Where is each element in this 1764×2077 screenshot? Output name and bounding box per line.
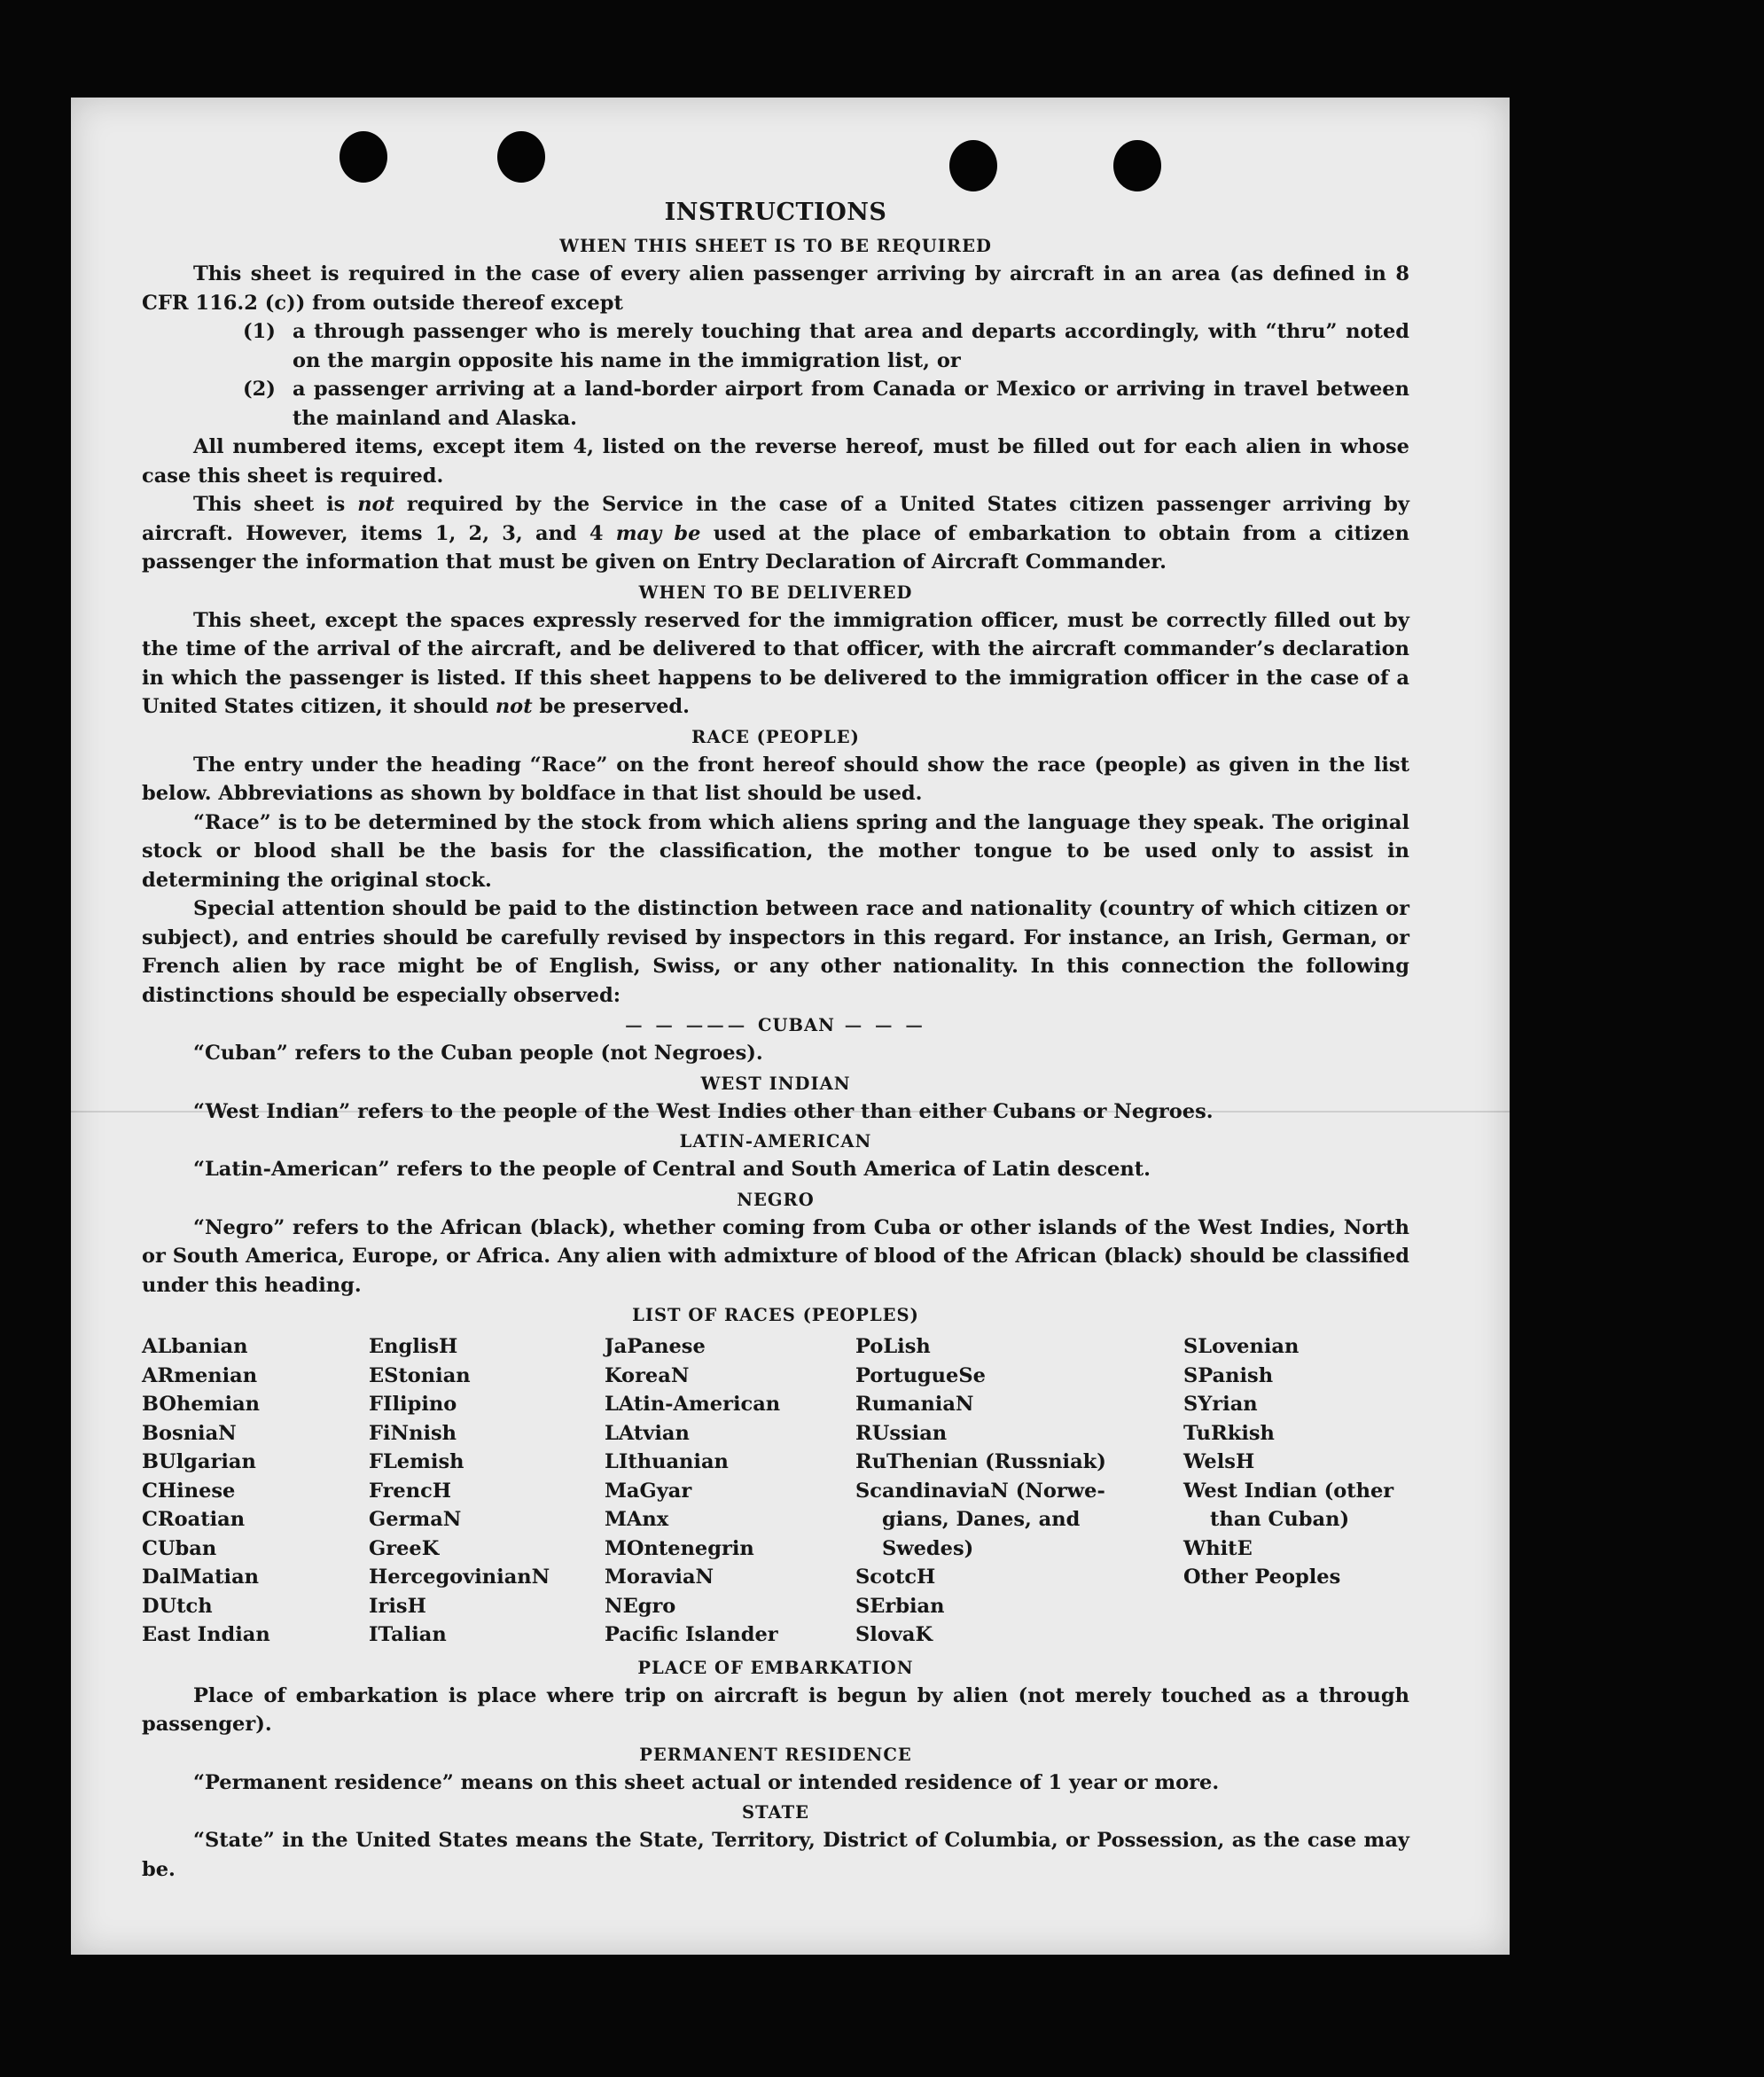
- race-item: East Indian: [142, 1623, 270, 1646]
- cuban-text: “Cuban” refers to the Cuban people (not Negroes).: [193, 1042, 763, 1065]
- race-item: WelsH: [1183, 1450, 1255, 1473]
- race-item: LAtin-American: [605, 1393, 781, 1416]
- race-item: BUlgarian: [142, 1450, 256, 1473]
- text-run: This sheet is: [193, 493, 358, 516]
- required-intro: This sheet is required in the case of every alien passenger arriving by aircraft in an area (as defined in 8 CFR 116.2 (c)) from outside thereof except: [142, 262, 1409, 315]
- race-item-line: gians, Danes, and: [882, 1508, 1081, 1531]
- item-text: a through passenger who is merely touching that area and departs accordingly, with “thru” noted on the margin opposite his name in the immigration list, or: [293, 320, 1409, 372]
- race-item: ScotcH: [855, 1566, 936, 1589]
- race-para-1: The entry under the heading “Race” on the front hereof should show the race (people) as given in the list below. Abbreviations as shown by boldface in that list should be used.: [142, 753, 1409, 805]
- race-item: MOntenegrin: [605, 1536, 754, 1560]
- page-title: INSTRUCTIONS: [664, 199, 887, 226]
- text-run: This sheet, except the spaces expressly reserved for the immigration officer, must be correctly filled out by the time of the arrival of the aircraft, and be delivered to that officer, with the aircraft commander’s declaration in which the passenger is listed. If this sheet happens to be delivered to the immigration officer in the case of a United States citizen, it should: [142, 608, 1409, 718]
- race-item: FrencH: [369, 1479, 452, 1503]
- races-column-2: [369, 1332, 605, 1650]
- race-para-2: “Race” is to be determined by the stock from which aliens spring and the language they speak. The original stock or blood shall be the basis for the classification, the mother tongue to be used only to assist in determining the original stock.: [142, 810, 1409, 892]
- heading-negro: NEGRO: [737, 1189, 815, 1210]
- west-indian-text: “West Indian” refers to the people of the West Indies other than either Cubans or Negroes.: [193, 1099, 1214, 1123]
- exception-item-2: [243, 375, 1409, 433]
- heading-list-of-races: LIST OF RACES (PEOPLES): [632, 1305, 919, 1325]
- heading-permanent-residence: PERMANENT RESIDENCE: [639, 1744, 912, 1765]
- races-table: [142, 1332, 1409, 1650]
- race-item: SlovaK: [855, 1623, 933, 1646]
- race-item: MoraviaN: [605, 1566, 714, 1589]
- latin-american-text: “Latin-American” refers to the people of Central and South America of Latin descent.: [193, 1158, 1151, 1181]
- race-item: RuThenian (Russniak): [855, 1450, 1106, 1473]
- emphasis-not: not: [495, 695, 533, 718]
- embarkation-text: Place of embarkation is place where trip on aircraft is begun by alien (not merely touched as a through passenger).: [142, 1683, 1409, 1736]
- race-para-3: Special attention should be paid to the distinction between race and nationality (country of which citizen or subject), and entries should be carefully revised by inspectors in this regard. For instance, an Irish, German, or French alien by race might be of English, Swiss, or any other nationality. In this connection the following distinctions should be especially observed:: [142, 897, 1409, 1007]
- heading-text: CUBAN: [758, 1015, 835, 1035]
- race-item: DalMatian: [142, 1566, 260, 1589]
- exception-item-1: [243, 317, 1409, 375]
- item-number: (1): [243, 320, 276, 343]
- decorative-dashes: — — —: [834, 1015, 926, 1035]
- race-item: PoLish: [855, 1335, 931, 1358]
- item-text: a passenger arriving at a land-border airport from Canada or Mexico or arriving in travel between the mainland and Alaska.: [293, 378, 1409, 430]
- delivered-para: [142, 606, 1409, 722]
- race-item: GreeK: [369, 1536, 440, 1560]
- race-item: NEgro: [605, 1594, 676, 1618]
- race-item: Other Peoples: [1183, 1566, 1341, 1589]
- race-item: ITalian: [369, 1623, 447, 1646]
- race-item: BosniaN: [142, 1421, 237, 1445]
- race-item: TuRkish: [1183, 1421, 1275, 1445]
- race-item: CRoatian: [142, 1508, 246, 1531]
- document-page: [71, 98, 1510, 1955]
- punch-hole-4: [1113, 140, 1161, 191]
- heading-when-required: WHEN THIS SHEET IS TO BE REQUIRED: [559, 236, 992, 256]
- text-run: required by the Service in the case of a United States citizen passenger arriving by aircraft. However, items 1, 2, 3, and 4: [142, 493, 1409, 545]
- race-item: RUssian: [855, 1421, 948, 1445]
- heading-embarkation: PLACE OF EMBARKATION: [637, 1657, 914, 1678]
- race-item: DUtch: [142, 1594, 213, 1618]
- race-item: SPanish: [1183, 1363, 1274, 1387]
- race-item: BOhemian: [142, 1393, 261, 1416]
- residence-text: “Permanent residence” means on this sheet actual or intended residence of 1 year or more.: [193, 1770, 1220, 1794]
- race-item-line: ScandinaviaN (Norwe-: [855, 1479, 1105, 1503]
- heading-when-delivered: WHEN TO BE DELIVERED: [638, 582, 913, 603]
- heading-state: STATE: [742, 1802, 809, 1823]
- text-run: be preserved.: [532, 695, 691, 718]
- text-run: used at the place of embarkation to obtain from a citizen passenger the information that must be given on Entry Declaration of Aircraft Commander.: [142, 521, 1409, 574]
- race-item: CUban: [142, 1536, 217, 1560]
- race-item: PortugueSe: [855, 1363, 986, 1387]
- required-para-3: [142, 490, 1409, 577]
- race-item: LIthuanian: [605, 1450, 729, 1473]
- races-column-5: [1183, 1332, 1409, 1650]
- race-item: SLovenian: [1183, 1335, 1300, 1358]
- heading-west-indian: WEST INDIAN: [700, 1073, 851, 1094]
- punch-hole-1: [340, 131, 387, 183]
- races-column-3: [605, 1332, 855, 1650]
- race-item-line: than Cuban): [1210, 1508, 1350, 1531]
- race-item: SYrian: [1183, 1393, 1258, 1416]
- emphasis-may-be: may be: [615, 521, 701, 545]
- race-item: Pacific Islander: [605, 1623, 778, 1646]
- state-text: “State” in the United States means the State, Territory, District of Columbia, or Possession, as the case may be.: [142, 1829, 1409, 1881]
- race-item: ARmenian: [142, 1363, 258, 1387]
- race-item: JaPanese: [605, 1335, 706, 1358]
- race-item-line: West Indian (other: [1183, 1479, 1394, 1503]
- race-item: GermaN: [369, 1508, 462, 1531]
- race-item: SErbian: [855, 1594, 945, 1618]
- instructions-content: [142, 195, 1409, 1884]
- race-item: KoreaN: [605, 1363, 690, 1387]
- race-item-scandinavian: [855, 1477, 1183, 1564]
- race-item-line: Swedes): [882, 1536, 974, 1560]
- heading-latin-american: LATIN-AMERICAN: [679, 1131, 872, 1152]
- race-item: IrisH: [369, 1594, 426, 1618]
- race-item: RumaniaN: [855, 1393, 974, 1416]
- decorative-dashes: — — ———: [625, 1015, 759, 1035]
- negro-text: “Negro” refers to the African (black), whether coming from Cuba or other islands of the West Indies, North or South America, Europe, or Africa. Any alien with admixture of blood of the African (black) should be classified under this heading.: [142, 1215, 1409, 1297]
- punch-hole-3: [949, 140, 997, 191]
- race-item: MAnx: [605, 1508, 669, 1531]
- races-column-1: [142, 1332, 369, 1650]
- race-item: ALbanian: [142, 1335, 248, 1358]
- race-item: HercegovinianN: [369, 1566, 550, 1589]
- item-number: (2): [243, 378, 276, 401]
- emphasis-not: not: [357, 493, 394, 516]
- race-item: EStonian: [369, 1363, 471, 1387]
- race-item: FiNnish: [369, 1421, 457, 1445]
- heading-race: RACE (PEOPLE): [691, 726, 860, 747]
- punch-hole-2: [497, 131, 545, 183]
- race-item: FLemish: [369, 1450, 464, 1473]
- race-item: CHinese: [142, 1479, 236, 1503]
- race-item: WhitE: [1183, 1536, 1253, 1560]
- race-item: MaGyar: [605, 1479, 692, 1503]
- race-item: FIlipino: [369, 1393, 457, 1416]
- required-para-2: All numbered items, except item 4, listed on the reverse hereof, must be filled out for each alien in whose case this sheet is required.: [142, 435, 1409, 488]
- race-item: LAtvian: [605, 1421, 690, 1445]
- race-item-west-indian: [1183, 1477, 1409, 1534]
- heading-cuban: [142, 1012, 1409, 1039]
- races-column-4: [855, 1332, 1183, 1650]
- race-item: EnglisH: [369, 1335, 458, 1358]
